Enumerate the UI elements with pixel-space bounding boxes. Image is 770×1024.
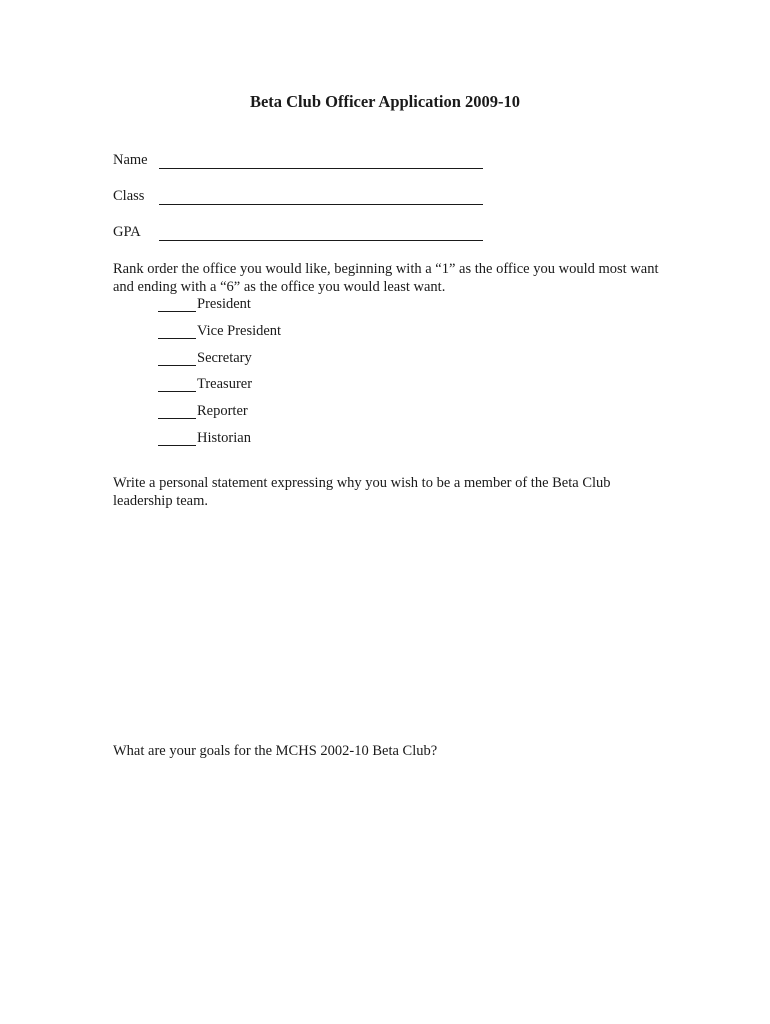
name-field[interactable] bbox=[159, 154, 483, 169]
class-label: Class bbox=[113, 188, 145, 204]
page-title: Beta Club Officer Application 2009-10 bbox=[249, 92, 521, 111]
rank-blank-secretary[interactable] bbox=[158, 350, 196, 366]
class-field-row bbox=[113, 188, 483, 205]
rank-blank-historian[interactable] bbox=[158, 430, 196, 446]
office-item-reporter bbox=[158, 403, 281, 430]
goals-answer-area[interactable] bbox=[113, 766, 658, 996]
name-label: Name bbox=[113, 152, 148, 168]
rank-blank-treasurer[interactable] bbox=[158, 376, 196, 392]
personal-statement-prompt: Write a personal statement expressing why you wish to be a member of the Beta Club leadership team. bbox=[113, 475, 611, 509]
rank-blank-president[interactable] bbox=[158, 296, 196, 312]
gpa-field-row bbox=[113, 224, 483, 241]
rank-blank-reporter[interactable] bbox=[158, 403, 196, 419]
goals-prompt: What are your goals for the MCHS 2002-10 Beta Club? bbox=[113, 743, 438, 759]
office-label: Vice President bbox=[197, 322, 282, 339]
office-label: President bbox=[197, 296, 251, 312]
personal-statement-answer-area[interactable] bbox=[113, 516, 658, 736]
office-label: Secretary bbox=[197, 349, 252, 366]
office-item-historian bbox=[158, 430, 281, 457]
office-item-vice-president bbox=[158, 323, 281, 350]
office-label: Treasurer bbox=[197, 376, 253, 393]
rank-blank-vice-president[interactable] bbox=[158, 323, 196, 339]
rank-instructions: Rank order the office you would like, beginning with a “1” as the office you would most want and ending with a “6” as the office you would least want. bbox=[113, 261, 659, 295]
office-item-treasurer bbox=[158, 376, 281, 403]
office-label: Reporter bbox=[197, 403, 248, 420]
class-field[interactable] bbox=[159, 190, 483, 205]
office-item-secretary bbox=[158, 350, 281, 377]
office-label: Historian bbox=[197, 429, 251, 446]
gpa-field[interactable] bbox=[159, 226, 483, 241]
office-rank-list bbox=[158, 296, 281, 457]
gpa-label: GPA bbox=[113, 224, 141, 240]
name-field-row bbox=[113, 152, 483, 169]
office-item-president bbox=[158, 296, 281, 323]
